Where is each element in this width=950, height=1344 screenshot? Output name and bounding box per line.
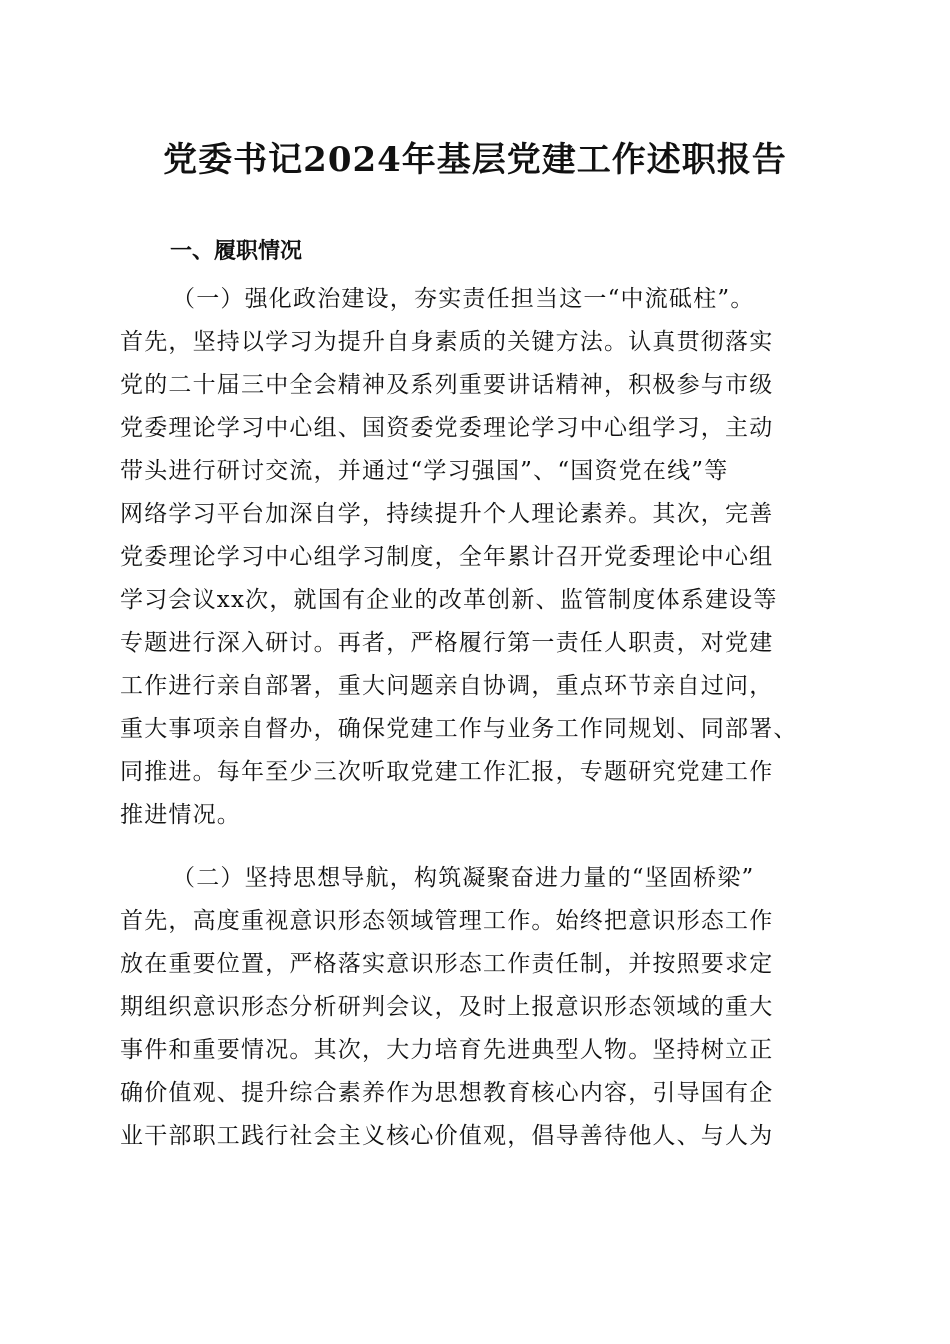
paragraph-line: 期组织意识形态分析研判会议，及时上报意识形态领域的重大	[120, 994, 774, 1020]
section-heading-1: 一、履职情况	[170, 239, 303, 264]
paragraph-line: 专题进行深入研讨。再者，严格履行第一责任人职责，对党建	[120, 630, 774, 656]
paragraph-line: 首先，高度重视意识形态领域管理工作。始终把意识形态工作	[120, 908, 774, 934]
paragraph-line: 党的二十届三中全会精神及系列重要讲话精神，积极参与市级	[120, 372, 774, 398]
subsection-heading-1: （一）强化政治建设，夯实责任担当这一“中流砥柱”。	[172, 286, 755, 312]
paragraph-line: 同推进。每年至少三次听取党建工作汇报，专题研究党建工作	[120, 759, 774, 785]
paragraph-line: 业干部职工践行社会主义核心价值观，倡导善待他人、与人为	[120, 1123, 774, 1149]
paragraph-line: 学习会议xx次，就国有企业的改革创新、监管制度体系建设等	[120, 587, 778, 613]
subsection-heading-2: （二）坚持思想导航，构筑凝聚奋进力量的“坚固桥梁”	[172, 865, 755, 891]
paragraph-line: 网络学习平台加深自学，持续提升个人理论素养。其次，完善	[120, 501, 774, 527]
paragraph-line: 放在重要位置，严格落实意识形态工作责任制，并按照要求定	[120, 951, 774, 977]
paragraph-line: 事件和重要情况。其次，大力培育先进典型人物。坚持树立正	[120, 1037, 774, 1063]
paragraph-line: 确价值观、提升综合素养作为思想教育核心内容，引导国有企	[120, 1080, 774, 1106]
paragraph-line: 首先，坚持以学习为提升自身素质的关键方法。认真贯彻落实	[120, 329, 774, 355]
paragraph-line: 带头进行研讨交流，并通过“学习强国”、“国资党在线”等	[120, 458, 729, 484]
paragraph-line: 推进情况。	[120, 802, 241, 828]
paragraph-line: 党委理论学习中心组学习制度，全年累计召开党委理论中心组	[120, 544, 774, 570]
paragraph-line: 党委理论学习中心组、国资委党委理论学习中心组学习，主动	[120, 415, 774, 441]
document-title: 党委书记2024年基层党建工作述职报告	[163, 140, 787, 180]
paragraph-line: 重大事项亲自督办，确保党建工作与业务工作同规划、同部署、	[120, 716, 798, 742]
paragraph-line: 工作进行亲自部署，重大问题亲自协调，重点环节亲自过问，	[120, 673, 774, 699]
